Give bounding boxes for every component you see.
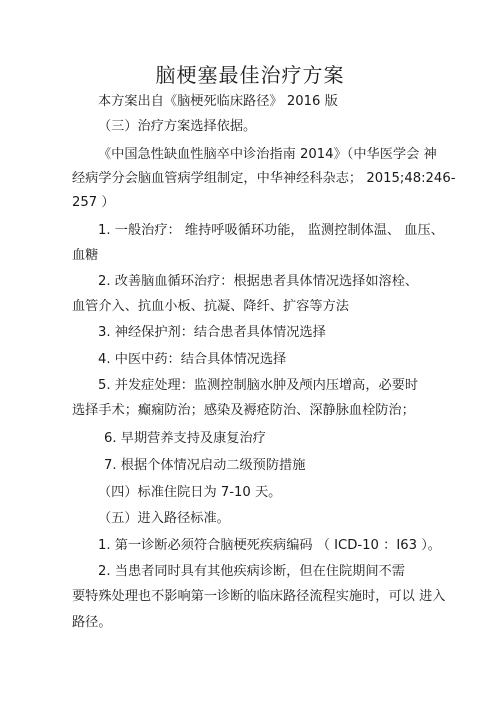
list-item: 2. 当患者同时具有其他疾病诊断，但在住院期间不需 (98, 564, 405, 579)
section-heading: （三）治疗方案选择依据。 (98, 119, 257, 134)
document-title: 脑梗塞最佳治疗方案 (155, 63, 345, 87)
list-item-cont: 要特殊处理也不影响第一诊断的临床路径流程实施时，可以 进入 (72, 589, 446, 604)
section-heading: （五）进入路径标准。 (98, 511, 230, 526)
list-item: 7. 根据个体情况启动二级预防措施 (104, 458, 306, 473)
source-line: 本方案出自《脑梗死临床路径》 2016 版 (98, 94, 338, 109)
list-item: 2. 改善脑血循环治疗：根据患者具体情况选择如溶栓、 (98, 274, 419, 289)
list-item: 1. 一般治疗： 维持呼吸循环功能， 监测控制体温、 血压、 (98, 223, 444, 238)
paragraph-line: 经病学分会脑血管病学组制定，中华神经科杂志； 2015;48:246- (72, 171, 456, 186)
list-item-cont: 选择手术；癫痫防治；感染及褥疮防治、深静脉血栓防治； (72, 403, 415, 418)
list-item-cont: 路径。 (72, 615, 112, 630)
paragraph-line: 257 ） (72, 195, 115, 210)
list-item: 6. 早期营养支持及康复治疗 (104, 431, 266, 446)
list-item-cont: 血管介入、抗血小板、抗凝、降纤、扩容等方法 (72, 299, 349, 314)
list-item: 5. 并发症处理：监测控制脑水肿及颅内压增高，必要时 (98, 378, 419, 393)
list-item: 3. 神经保护剂：结合患者具体情况选择 (98, 325, 326, 340)
list-item: 4. 中医中药：结合具体情况选择 (98, 352, 287, 367)
paragraph-line: 《中国急性缺血性脑卒中诊治指南 2014》（中华医学会 神 (98, 147, 437, 162)
list-item-cont: 血糖 (72, 248, 99, 263)
section-heading: （四）标准住院日为 7-10 天。 (98, 485, 282, 500)
list-item: 1. 第一诊断必须符合脑梗死疾病编码 （ ICD-10 ：I63 ）。 (98, 538, 441, 553)
